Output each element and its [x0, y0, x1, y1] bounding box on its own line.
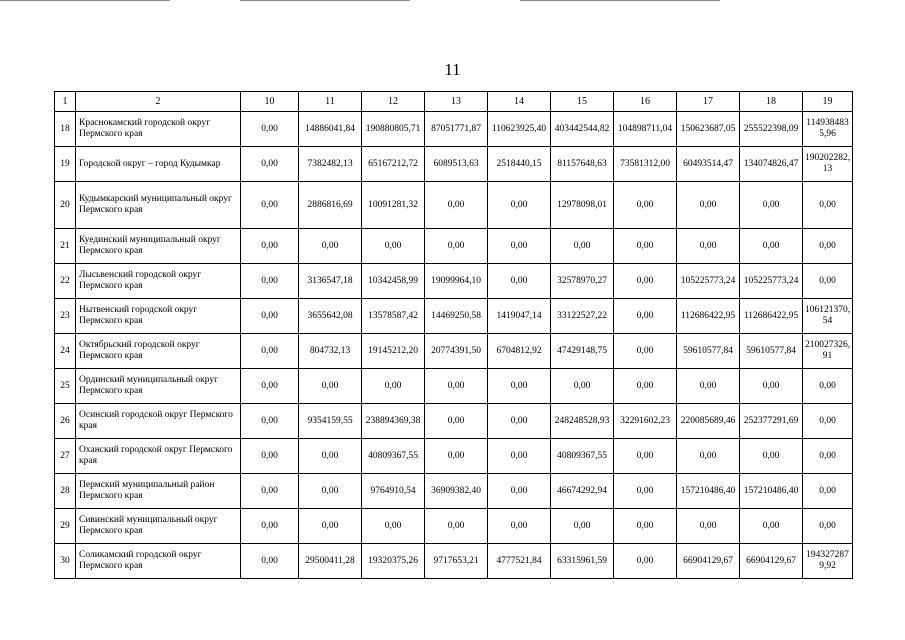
value-cell: 0,00	[740, 509, 803, 544]
table-row	[55, 182, 853, 229]
row-number-cell: 23	[55, 299, 76, 334]
row-number-cell: 22	[55, 264, 76, 299]
header-cell: 11	[299, 92, 362, 112]
value-cell: 3136547,18	[299, 264, 362, 299]
value-cell: 0,00	[241, 404, 299, 439]
header-cell: 10	[241, 92, 299, 112]
row-number-cell: 24	[55, 334, 76, 369]
value-cell: 0,00	[299, 229, 362, 264]
value-cell: 2518440,15	[488, 147, 551, 182]
value-cell: 10342458,99	[362, 264, 425, 299]
value-cell: 0,00	[677, 509, 740, 544]
header-cell: 19	[803, 92, 853, 112]
value-cell: 66904129,67	[740, 544, 803, 579]
value-cell: 157210486,40	[677, 474, 740, 509]
value-cell: 47429148,75	[551, 334, 614, 369]
value-cell: 0,00	[803, 264, 853, 299]
header-cell: 13	[425, 92, 488, 112]
municipality-name-cell: Октябрьский городской округ Пермского края	[76, 334, 241, 369]
value-cell: 0,00	[488, 509, 551, 544]
value-cell: 134074826,47	[740, 147, 803, 182]
table-row	[55, 112, 853, 147]
value-cell: 0,00	[241, 182, 299, 229]
value-cell: 0,00	[488, 264, 551, 299]
municipality-name-cell: Нытвенский городской округ Пермского края	[76, 299, 241, 334]
value-cell: 0,00	[614, 334, 677, 369]
value-cell: 0,00	[614, 229, 677, 264]
header-cell: 17	[677, 92, 740, 112]
table-row	[55, 229, 853, 264]
value-cell: 12978098,01	[551, 182, 614, 229]
value-cell: 0,00	[551, 509, 614, 544]
municipality-name-cell: Оханский городской округ Пермского края	[76, 439, 241, 474]
value-cell: 0,00	[425, 182, 488, 229]
value-cell: 110623925,40	[488, 112, 551, 147]
value-cell: 1943272879,92	[803, 544, 853, 579]
value-cell: 255522398,09	[740, 112, 803, 147]
value-cell: 3655642,08	[299, 299, 362, 334]
table-row	[55, 299, 853, 334]
table-row	[55, 439, 853, 474]
value-cell: 0,00	[241, 334, 299, 369]
value-cell: 0,00	[551, 369, 614, 404]
value-cell: 0,00	[362, 509, 425, 544]
value-cell: 32578970,27	[551, 264, 614, 299]
value-cell: 0,00	[488, 474, 551, 509]
value-cell: 0,00	[241, 439, 299, 474]
value-cell: 0,00	[241, 544, 299, 579]
value-cell: 0,00	[740, 439, 803, 474]
value-cell: 0,00	[614, 509, 677, 544]
value-cell: 36909382,40	[425, 474, 488, 509]
value-cell: 0,00	[241, 509, 299, 544]
row-number-cell: 26	[55, 404, 76, 439]
municipality-name-cell: Куединский муниципальный округ Пермского края	[76, 229, 241, 264]
value-cell: 1419047,14	[488, 299, 551, 334]
table-header-row	[55, 92, 853, 112]
value-cell: 14886041,84	[299, 112, 362, 147]
value-cell: 0,00	[488, 229, 551, 264]
value-cell: 112686422,95	[740, 299, 803, 334]
value-cell: 0,00	[614, 474, 677, 509]
value-cell: 19099964,10	[425, 264, 488, 299]
value-cell: 0,00	[740, 182, 803, 229]
value-cell: 40809367,55	[362, 439, 425, 474]
table-row	[55, 147, 853, 182]
value-cell: 0,00	[425, 404, 488, 439]
value-cell: 248248528,93	[551, 404, 614, 439]
value-cell: 804732,13	[299, 334, 362, 369]
value-cell: 0,00	[614, 182, 677, 229]
row-number-cell: 25	[55, 369, 76, 404]
table-row	[55, 334, 853, 369]
value-cell: 0,00	[241, 112, 299, 147]
value-cell: 81157648,63	[551, 147, 614, 182]
municipality-name-cell: Соликамский городской округ Пермского края	[76, 544, 241, 579]
value-cell: 32291602,23	[614, 404, 677, 439]
table-row	[55, 264, 853, 299]
municipality-name-cell: Кудымкарский муниципальный округ Пермского края	[76, 182, 241, 229]
value-cell: 0,00	[803, 182, 853, 229]
header-cell: 12	[362, 92, 425, 112]
value-cell: 63315961,59	[551, 544, 614, 579]
municipality-name-cell: Городской округ – город Кудымкар	[76, 147, 241, 182]
municipality-name-cell: Краснокамский городской округ Пермского края	[76, 112, 241, 147]
header-cell: 2	[76, 92, 241, 112]
value-cell: 7382482,13	[299, 147, 362, 182]
value-cell: 106121370,54	[803, 299, 853, 334]
value-cell: 0,00	[614, 264, 677, 299]
value-cell: 220085689,46	[677, 404, 740, 439]
value-cell: 87051771,87	[425, 112, 488, 147]
municipality-name-cell: Пермский муниципальный район Пермского края	[76, 474, 241, 509]
value-cell: 104898711,04	[614, 112, 677, 147]
value-cell: 60493514,47	[677, 147, 740, 182]
table-row	[55, 404, 853, 439]
table-row	[55, 369, 853, 404]
value-cell: 19145212,20	[362, 334, 425, 369]
value-cell: 403442544,82	[551, 112, 614, 147]
value-cell: 40809367,55	[551, 439, 614, 474]
table-row	[55, 474, 853, 509]
table-row	[55, 509, 853, 544]
value-cell: 14469250,58	[425, 299, 488, 334]
value-cell: 59610577,84	[677, 334, 740, 369]
value-cell: 4777521,84	[488, 544, 551, 579]
value-cell: 0,00	[299, 369, 362, 404]
row-number-cell: 20	[55, 182, 76, 229]
value-cell: 105225773,24	[677, 264, 740, 299]
value-cell: 105225773,24	[740, 264, 803, 299]
value-cell: 0,00	[803, 229, 853, 264]
municipality-name-cell: Сивинский муниципальный округ Пермского края	[76, 509, 241, 544]
value-cell: 59610577,84	[740, 334, 803, 369]
row-number-cell: 30	[55, 544, 76, 579]
value-cell: 0,00	[677, 182, 740, 229]
row-number-cell: 21	[55, 229, 76, 264]
value-cell: 13578587,42	[362, 299, 425, 334]
value-cell: 0,00	[425, 229, 488, 264]
value-cell: 0,00	[241, 147, 299, 182]
value-cell: 9764910,54	[362, 474, 425, 509]
value-cell: 73581312,00	[614, 147, 677, 182]
value-cell: 19320375,26	[362, 544, 425, 579]
data-table	[54, 91, 853, 579]
table-row	[55, 544, 853, 579]
value-cell: 0,00	[425, 369, 488, 404]
value-cell: 9717653,21	[425, 544, 488, 579]
row-number-cell: 18	[55, 112, 76, 147]
value-cell: 0,00	[241, 264, 299, 299]
value-cell: 0,00	[677, 229, 740, 264]
value-cell: 157210486,40	[740, 474, 803, 509]
value-cell: 0,00	[803, 369, 853, 404]
value-cell: 0,00	[740, 229, 803, 264]
value-cell: 0,00	[803, 509, 853, 544]
value-cell: 112686422,95	[677, 299, 740, 334]
row-number-cell: 28	[55, 474, 76, 509]
value-cell: 190880805,71	[362, 112, 425, 147]
value-cell: 6704812,92	[488, 334, 551, 369]
value-cell: 0,00	[299, 474, 362, 509]
municipality-name-cell: Ординский муниципальный округ Пермского края	[76, 369, 241, 404]
value-cell: 0,00	[241, 474, 299, 509]
value-cell: 0,00	[425, 439, 488, 474]
value-cell: 0,00	[299, 509, 362, 544]
value-cell: 9354159,55	[299, 404, 362, 439]
value-cell: 0,00	[488, 439, 551, 474]
value-cell: 0,00	[677, 439, 740, 474]
value-cell: 6089513,63	[425, 147, 488, 182]
value-cell: 0,00	[803, 474, 853, 509]
value-cell: 0,00	[614, 369, 677, 404]
header-cell: 15	[551, 92, 614, 112]
value-cell: 0,00	[803, 404, 853, 439]
header-cell: 16	[614, 92, 677, 112]
value-cell: 2886816,69	[299, 182, 362, 229]
row-number-cell: 29	[55, 509, 76, 544]
value-cell: 0,00	[614, 439, 677, 474]
value-cell: 66904129,67	[677, 544, 740, 579]
value-cell: 46674292,94	[551, 474, 614, 509]
value-cell: 0,00	[488, 404, 551, 439]
municipality-name-cell: Осинский городской округ Пермского края	[76, 404, 241, 439]
value-cell: 65167212,72	[362, 147, 425, 182]
page-number: 11	[444, 60, 461, 79]
value-cell: 190202282,13	[803, 147, 853, 182]
value-cell: 20774391,50	[425, 334, 488, 369]
value-cell: 0,00	[241, 299, 299, 334]
value-cell: 0,00	[241, 229, 299, 264]
top-edge-line-right	[520, 0, 720, 1]
header-cell: 14	[488, 92, 551, 112]
value-cell: 0,00	[362, 369, 425, 404]
value-cell: 0,00	[614, 299, 677, 334]
value-cell: 0,00	[551, 229, 614, 264]
value-cell: 0,00	[362, 229, 425, 264]
value-cell: 29500411,28	[299, 544, 362, 579]
value-cell: 1149384835,96	[803, 112, 853, 147]
value-cell: 0,00	[299, 439, 362, 474]
top-edge-line-middle	[240, 0, 410, 1]
value-cell: 210027326,91	[803, 334, 853, 369]
value-cell: 0,00	[803, 439, 853, 474]
value-cell: 0,00	[677, 369, 740, 404]
value-cell: 252377291,69	[740, 404, 803, 439]
value-cell: 0,00	[241, 369, 299, 404]
row-number-cell: 27	[55, 439, 76, 474]
row-number-cell: 19	[55, 147, 76, 182]
header-cell: 1	[55, 92, 76, 112]
value-cell: 150623687,05	[677, 112, 740, 147]
value-cell: 0,00	[488, 369, 551, 404]
value-cell: 238894369,38	[362, 404, 425, 439]
value-cell: 0,00	[488, 182, 551, 229]
value-cell: 10091281,32	[362, 182, 425, 229]
value-cell: 0,00	[614, 544, 677, 579]
municipality-name-cell: Лысьвенский городской округ Пермского края	[76, 264, 241, 299]
value-cell: 0,00	[740, 369, 803, 404]
value-cell: 0,00	[425, 509, 488, 544]
top-edge-line-left	[0, 0, 170, 1]
header-cell: 18	[740, 92, 803, 112]
value-cell: 33122527,22	[551, 299, 614, 334]
